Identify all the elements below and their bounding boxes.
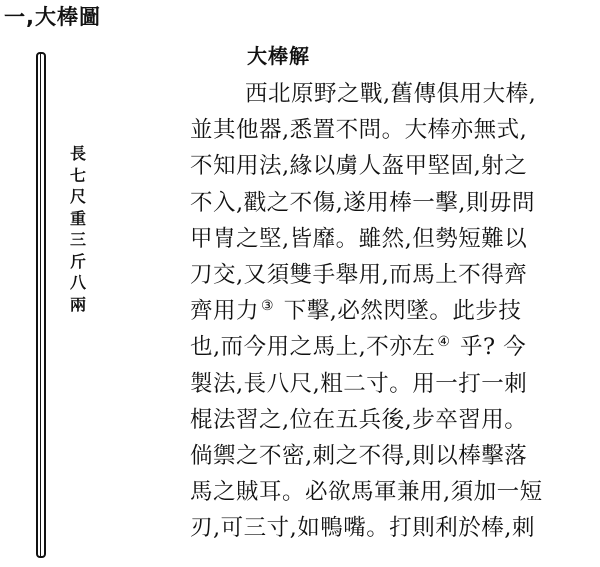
text-line: 齊用力 ③ 下擊,必然閃墜。此步技 bbox=[190, 297, 522, 325]
text-line: 並其他器,悉置不問。大棒亦無式, bbox=[190, 117, 528, 144]
text-line: 不知用法,緣以虜人盔甲堅固,射之 bbox=[190, 153, 528, 180]
figure-title: 一,大棒圖 bbox=[4, 5, 101, 29]
text-line: 甲冑之堅,皆靡。雖然,但勢短難以 bbox=[190, 225, 528, 252]
staff-dimension-label: 長七尺重三斤八兩 bbox=[69, 144, 86, 314]
text-line: 製法,長八尺,粗二寸。用一打一刺 bbox=[190, 370, 528, 397]
text-line: 也,而今用之馬上,不亦左 ④ 乎? 今 bbox=[190, 333, 527, 361]
footnote-marker: ③ bbox=[261, 297, 275, 314]
text-line: 西北原野之戰,舊傳俱用大棒, bbox=[245, 81, 537, 107]
section-title: 大棒解 bbox=[247, 44, 310, 68]
staff-illustration bbox=[36, 52, 46, 558]
text-line: 刀交,又須雙手舉用,而馬上不得齊 bbox=[190, 262, 528, 289]
text-line: 馬之賊耳。必欲馬軍兼用,須加一短 bbox=[190, 479, 543, 506]
text-line: 棍法習之,位在五兵後,步卒習用。 bbox=[190, 406, 528, 433]
text-line: 倘禦之不密,刺之不得,則以棒擊落 bbox=[190, 443, 528, 470]
footnote-marker: ④ bbox=[437, 333, 451, 350]
body-text bbox=[190, 76, 590, 547]
text-line: 不入,戳之不傷,遂用棒一擊,則毋問 bbox=[190, 189, 535, 216]
text-line: 刃,可三寸,如鴨嘴。打則利於棒,刺 bbox=[190, 515, 535, 542]
